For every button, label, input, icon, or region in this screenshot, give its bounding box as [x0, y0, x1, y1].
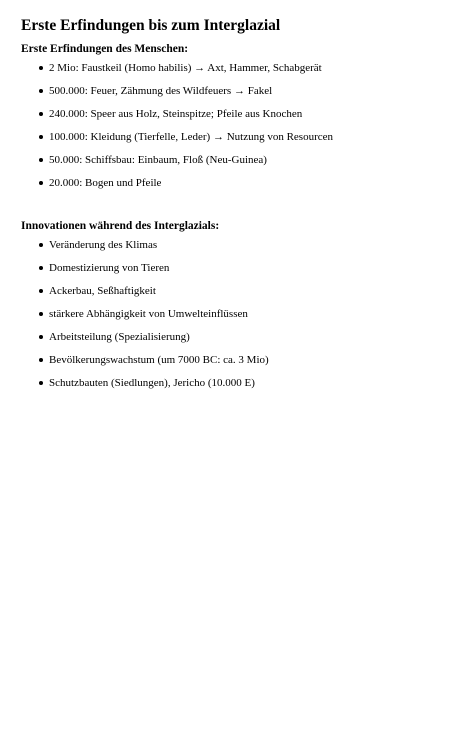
- bullet-icon: [39, 135, 43, 139]
- bullet-icon: [39, 266, 43, 270]
- list-item-text: 20.000: Bogen und Pfeile: [49, 177, 162, 189]
- list-item: [21, 330, 461, 344]
- list-item-text: 240.000: Speer aus Holz, Steinspitze; Pfeile aus Knochen: [49, 108, 303, 120]
- list-item-text: Schutzbauten (Siedlungen), Jericho (10.000 E): [49, 377, 255, 389]
- bullet-icon: [39, 89, 43, 93]
- list-item-text: stärkere Abhängigkeit von Umwelteinflüssen: [49, 308, 248, 320]
- list-item: [21, 176, 461, 190]
- list-item: [21, 238, 461, 252]
- list-item: [21, 353, 461, 367]
- list-item: [21, 84, 461, 98]
- list-item-text: Ackerbau, Seßhaftigkeit: [49, 285, 156, 297]
- list-item-text: 2 Mio: Faustkeil (Homo habilis) → Axt, Hammer, Schabgerät: [49, 62, 322, 74]
- bullet-icon: [39, 335, 43, 339]
- list-item: [21, 376, 461, 390]
- bullet-icon: [39, 158, 43, 162]
- list-item: [21, 261, 461, 275]
- bullet-icon: [39, 181, 43, 185]
- list-item: [21, 130, 461, 144]
- bullet-icon: [39, 358, 43, 362]
- first-inventions-list: [21, 61, 461, 190]
- section-heading-interglacial-innovations: Innovationen während des Interglazials:: [21, 220, 220, 232]
- bullet-icon: [39, 112, 43, 116]
- bullet-icon: [39, 312, 43, 316]
- list-item: [21, 307, 461, 321]
- list-item-text: Veränderung des Klimas: [49, 239, 158, 251]
- list-item: [21, 284, 461, 298]
- interglacial-innovations-list: [21, 238, 461, 390]
- list-item: [21, 153, 461, 167]
- bullet-icon: [39, 289, 43, 293]
- list-item-text: 500.000: Feuer, Zähmung des Wildfeuers → Fakel: [49, 85, 273, 97]
- bullet-icon: [39, 381, 43, 385]
- list-item: [21, 61, 461, 75]
- page-title: Erste Erfindungen bis zum Interglazial: [21, 17, 281, 34]
- document-page: [21, 0, 461, 399]
- list-item-text: 100.000: Kleidung (Tierfelle, Leder) → Nutzung von Resourcen: [49, 131, 334, 143]
- bullet-icon: [39, 66, 43, 70]
- section-heading-first-inventions: Erste Erfindungen des Menschen:: [21, 43, 189, 55]
- list-item: [21, 107, 461, 121]
- bullet-icon: [39, 243, 43, 247]
- list-item-text: 50.000: Schiffsbau: Einbaum, Floß (Neu-Guinea): [49, 154, 267, 166]
- list-item-text: Domestizierung von Tieren: [49, 262, 170, 274]
- list-item-text: Arbeitsteilung (Spezialisierung): [49, 331, 190, 343]
- list-item-text: Bevölkerungswachstum (um 7000 BC: ca. 3 Mio): [49, 354, 269, 366]
